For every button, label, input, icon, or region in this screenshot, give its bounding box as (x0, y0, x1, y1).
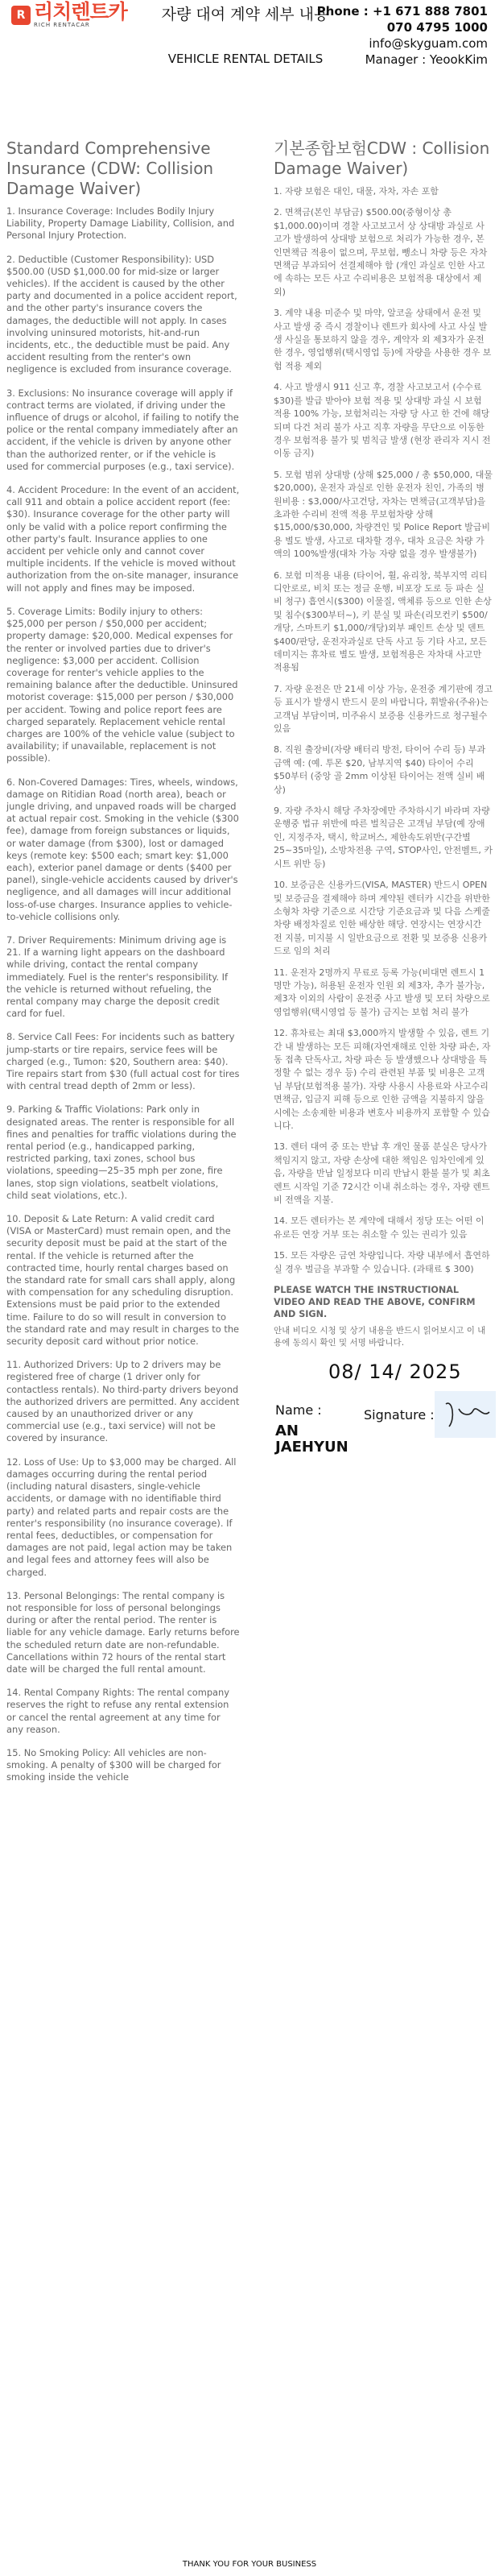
contact-manager: Manager : YeookKim (365, 52, 488, 67)
korean-clause-list (274, 185, 493, 1276)
clause-item: 15. No Smoking Policy: All vehicles are non-smoking. A penalty of $300 will be charged for smoking inside the vehicle (6, 1746, 221, 1783)
signature-date: 08/ 14/ 2025 (328, 1360, 462, 1384)
signature-label: Signature : (364, 1407, 435, 1423)
clause-item: 6. 보험 미적용 내용 (타이어, 휠, 유리창, 북부지역 리티디안로로, 비치 또는 정글 운행, 비포장 도로 등 파손 실비 청구) 흡연시($300) 이물질, 액체류 등으로 인한 손상 및 침수($300부터~), 키 분실 및 파손(리모컨키 $500/개당, 스마트키 $1,000/개당)외부 패인트 손상 및 덴트 $400/판당, 운전자과실로 단독 사고 등 기타 사고, 모든 데미지는 휴차료 별도 발생, 보험적용은 자차대 사고만 적용됨 (274, 569, 492, 673)
korean-terms-column (274, 139, 493, 1464)
clause-item: 2. Deductible (Customer Responsibility): USD $500.00 (USD $1,000.00 for mid-size or larger vehicles). If the accident is caused by the other party and documented in a police accident report, and the other party's insurance covers the damages, the deductible will not apply. In cases involving uninsured motorists, hit-and-run incidents, etc., the deductible must be paid. Any accident resulting from the renter's own negligence is excluded from insurance coverage. (6, 253, 237, 375)
clause-item: 4. Accident Procedure: In the event of an accident, call 911 and obtain a police accident report (fee: $30). Insurance coverage for the other party will only be valid with a police report confirming the other party's fault. Insurance applies to one accident per vehicle only and cannot cover multiple incidents. If the vehicle is moved without authorization from the on-site manager, insurance will not apply and fines may be imposed. (6, 484, 240, 594)
english-section-title: Standard Comprehensive Insurance (CDW: Collision Damage Waiver) (6, 139, 214, 198)
clause-item: 10. 보증금은 신용카드(VISA, MASTER) 반드시 OPEN 및 보증금을 결제해야 하며 계약된 렌터카 시간을 위반한 소형차 차량 기준으로 시간당 기준요금과 및 다음 스케줄 차량 배정차질로 인한 배상한 해당. 연장시는 연장시간 전 지불, 미지불 시 일반요금으로 전환 및 보증용 신용카드로 임의 처리 (274, 880, 490, 957)
english-clause-list (6, 205, 240, 1784)
clause-item: 7. 자량 운전은 만 21세 이상 가능, 운전중 계기판에 경고등 표시가 발생시 반드시 문의 바랍니다, 휘발유(주유)는 고객님 부담이며, 미주유시 보증용 신용카드로 청구될수 있음 (274, 683, 493, 735)
clause-item: 15. 모든 자량은 금연 차량입니다. 자량 내부에서 흡연하실 경우 벌금을 부과할 수 있습니다. (과태료 $ 300) (274, 1250, 490, 1274)
clause-item: 8. Service Call Fees: For incidents such as battery jump-starts or tire repairs, service fees will be charged (e.g., Tumon: $20, Southern area: $40). Tire repairs start from $30 (full actual cost for tires with central tread depth of 2mm or less). (6, 1031, 240, 1092)
document-header (0, 0, 499, 133)
signature-area (274, 1391, 493, 1464)
clause-item: 13. Personal Belongings: The rental company is not responsible for loss of personal belongings during or after the rental period. The renter is liable for any vehicle damage. Early returns before the scheduled return date are non-refundable. Cancellations within 72 hours of the rental start date will be charged the full rental amount. (6, 1589, 240, 1675)
instruction-notice-english: PLEASE WATCH THE INSTRUCTIONAL VIDEO AND READ THE ABOVE, CONFIRM AND SIGN. (274, 1285, 476, 1320)
clause-item: 5. 모험 범위 상대방 (상해 $25,000 / 총 $50,000, 대물 $20,000), 운전자 과실로 인한 운전자 친인, 가족의 병원비용 : $3,000/사고건당, 자차는 면책금(고객부담)을 초과한 수리비 전액 적용 무보험차량 상해 $15,000/$30,000, 차량견인 및 Police Report 발급비용 별도 발생, 사고로 대차할 경우, 대차 요금은 차량 가액의 100%발생(대차 가능 자량 없을 경우 발생불가) (274, 469, 493, 560)
document-subtitle: VEHICLE RENTAL DETAILS (167, 52, 324, 66)
clause-item: 9. Parking & Traffic Violations: Park only in designated areas. The renter is responsible for all fines and penalties for traffic violations during the rental period (e.g., handicapped parking, restricted parking, taxi zones, school bus violations, speeding—25–35 mph per zone, fire lanes, stop sign violations, seatbelt violations, child seat violations, etc.). (6, 1104, 237, 1201)
clause-item: 3. 계약 내용 미준수 및 마약, 알코올 상태에서 운전 및 사고 발생 중 즉시 경찰이나 렌트카 회사에 사고 사실 발생 사실을 통보하지 않을 경우, 계약자 외 제3자가 운전한 경우, 영업행위(택시영업 등)에 자량을 사용한 경우 보험 적용 제외 (274, 308, 492, 371)
clause-item: 1. 자량 보험은 대인, 대물, 자차, 자손 포함 (274, 186, 439, 197)
logo-mark-icon: R (11, 6, 31, 25)
contact-block (317, 3, 488, 68)
english-terms-column (6, 139, 240, 1795)
document-title: 자량 대여 계약 세부 내용 (161, 6, 329, 23)
handwritten-signature-icon (438, 1394, 494, 1435)
instruction-notice-korean: 안내 비디오 시청 및 상기 내용을 반드시 읽어보시고 이 내용에 동의시 확인 및 서명 바랍니다. (274, 1326, 486, 1348)
clause-item: 12. 휴차료는 최대 $3,000까지 발생할 수 있음, 렌트 기간 내 발생하는 모든 피해(자연재해로 인한 차량 파손, 자동 접촉 단독사고, 차량 파손 등 발생했으나 상대방을 특정할 수 없는 경우 등) 수리 관련된 부품 및 비용은 고객님 부담(보험적용 불가). 자량 사용시 사용료와 사고수리 면책금, 입금지 피해 등으로 인한 금액을 지불하지 않을 시에는 소송제한 비용과 변호사 비용까지 포함할 수 있습니다. (274, 1028, 491, 1131)
contact-phone-2: 070 4795 1000 (386, 20, 488, 35)
clause-item: 4. 사고 발생시 911 신고 후, 경찰 사고보고서 (수수료 $30)를 발급 받아야 보험 적용 및 상대방 과실 시 보험 적용 100% 가능, 보험처리는 자량 당 사고 한 건에 해당되며 다건 처리 불가 사고 직후 자량을 무단으로 이동한 경우 보험적용 불가 및 범칙금 발생 (현장 관리자 지시 전 이동 금지) (274, 382, 491, 459)
clause-item: 12. Loss of Use: Up to $3,000 may be charged. All damages occurring during the rental period (including natural disasters, single-vehicle accidents, or damage with no identifiable third party) and related parts and repair costs are the renter's responsibility (no insurance coverage). If rental fees, deductibles, or compensation for damages are not paid, legal action may be taken and legal fees and attorney fees will also be charged. (6, 1456, 237, 1578)
clause-item: 9. 자량 주차시 해당 주차장에만 주차하시기 바라며 자량 운행중 법규 위반에 따른 벌칙금은 고객님 부담(예 장애인, 지정주자, 택시, 학교버스, 제한속도위반(구간별 25~35마일), 소방차전용 구역, STOP사인, 안전벨트, 카시트 위반 등) (274, 806, 493, 869)
company-logo (11, 2, 127, 28)
clause-item: 8. 직원 출장비(자량 배터리 방전, 타이어 수리 등) 부과금액 예: (예. 투몬 $20, 남부지역 $40) 타이어 수리 $50부터 (중앙 골 2mm 이상된 타이어는 전액 실비 배상) (274, 744, 486, 795)
logo-korean-text: 리치렌트카 (34, 0, 127, 23)
clause-item: 14. Rental Company Rights: The rental company reserves the right to refuse any rental extension or cancel the rental agreement at any time for any reason. (6, 1687, 229, 1735)
contact-email: info@skyguam.com (369, 36, 488, 51)
clause-item: 7. Driver Requirements: Minimum driving age is 21. If a warning light appears on the dashboard while driving, contact the rental company immediately. Fuel is the renter's responsibility. If the vehicle is returned without refueling, the rental company may charge the deposit credit card for fuel. (6, 934, 229, 1020)
contact-phone: Phone : +1 671 888 7801 (316, 4, 488, 19)
clause-item: 10. Deposit & Late Return: A valid credit card (VISA or MasterCard) must remain open, and the security deposit must be paid at the start of the rental. If the vehicle is returned after the contracted time, hourly rental charges based on the standard rate for small cars shall apply, along with compensation for any scheduling disruption. Extensions must be paid prior to the extended time. Failure to do so will result in conversion to the standard rate and may result in charges to the security deposit card without prior notice. (6, 1213, 240, 1348)
clause-item: 11. Authorized Drivers: Up to 2 drivers may be registered free of charge (1 driver only for contactless rentals). No third-party drivers beyond the authorized drivers are permitted. Any accident caused by an unauthorized driver or any commercial use (e.g., taxi service) will not be covered by insurance. (6, 1359, 240, 1444)
renter-name: AN JAEHYUN (275, 1423, 348, 1456)
clause-item: 14. 모든 렌터카는 본 계약에 대해서 정당 또는 어떤 이유로든 연장 거부 또는 취소할 수 있는 권리가 있음 (274, 1216, 485, 1240)
name-label: Name : (275, 1402, 322, 1418)
signature-box[interactable] (435, 1391, 496, 1438)
document-footer: THANK YOU FOR YOUR BUSINESS (182, 2560, 317, 2569)
clause-item: 6. Non-Covered Damages: Tires, wheels, windows, damage on Ritidian Road (north area), beach or jungle driving, and unpaved roads will be charged at actual repair cost. Smoking in the vehicle ($300 fee), damage from foreign substances or liquids, or water damage (from $300), lost or damaged keys (remote key: $500 each; smart key: $1,000 each), exterior panel damage or dents ($400 per panel), single-vehicle accidents caused by driver's negligence, and all damages will incur additional loss-of-use charges. Insurance applies to vehicle-to-vehicle collisions only. (6, 776, 239, 922)
korean-section-title: 기본종합보험CDW : Collision Damage Waiver) (274, 139, 490, 178)
clause-item: 3. Exclusions: No insurance coverage will apply if contract terms are violated, if driving under the influence of drugs or alcohol, if failing to notify the police or the rental company immediately after an accident, if the vehicle is driven by anyone other than the authorized renter, or if the vehicle is used for commercial purposes (e.g., taxi service). (6, 387, 239, 472)
clause-item: 11. 운전자 2명까지 무료로 등록 가능(비대면 렌트시 1명만 가능), 허용된 운전자 인원 외 제3자, 추가 불가능, 제3자 이외의 사람이 운전중 사고 발생 및 모터 차량으로 영업행위(택시영업 등 불가) 금지는 보험 처리 불가 (274, 967, 490, 1017)
clause-item: 2. 면책금(본인 부담금) $500.00(중형이상 총 $1,000.00)이며 경찰 사고보고서 상 상대방 과실로 사고가 발생하여 상대방 보험으로 처리가 가능한 경우, 본인면책금 적용이 없으며, 무보험, 뺑소니 차량 등은 자차 면책금 부과되어 선결제해야 함 (개인 과실로 인한 사고에 속하는 모든 사고 수리비용은 보험적용 대상에서 제외) (274, 207, 488, 297)
logo-english-text: RICH RENTACAR (34, 22, 90, 28)
clause-item: 5. Coverage Limits: Bodily injury to others: $25,000 per person / $50,000 per accident; property damage: $20,000. Medical expenses for the renter or involved parties due to driver's negligence: $3,000 per accident. Collision coverage for renter's vehicle applies to the remaining balance after the deductible. Uninsured motorist coverage: $15,000 per person / $30,000 per accident. Towing and police report fees are charged separately. Replacement vehicle rental charges are 100% of the vehicle value (subject to availability; if unavailable, replacement is not possible). (6, 605, 238, 764)
clause-item: 1. Insurance Coverage: Includes Bodily Injury Liability, Property Damage Liability, Collision, and Personal Injury Protection. (6, 205, 235, 242)
clause-item: 13. 렌터 대여 중 또는 반납 후 개인 물품 분실은 당사가 책임지지 않고, 자량 손상에 대한 책임은 임차인에게 있음, 자량을 반납 일정보다 미리 반납시 환불 불가 및 최초 렌트 시작일 기준 72시간 이내 취소하는 경우, 자량 렌트비 전액을 지불. (274, 1141, 490, 1206)
